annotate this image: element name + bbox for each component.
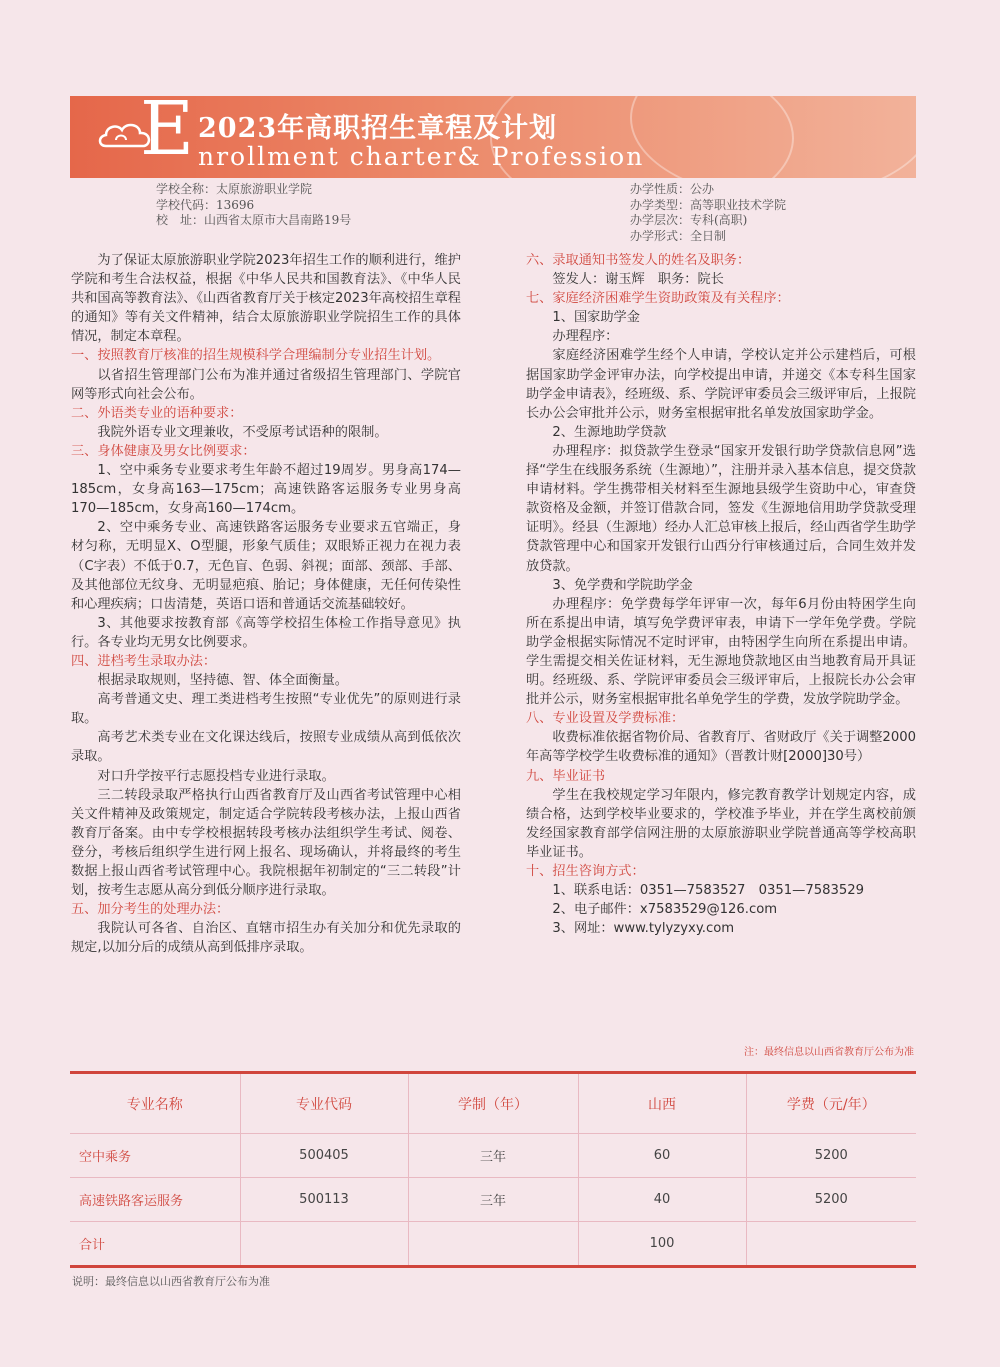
table-cell: 100 (578, 1222, 746, 1267)
info-line: 办学形式：全日制 (630, 228, 727, 243)
section-heading: 二、外语类专业的语种要求： (71, 405, 243, 421)
info-line: 学校代码：13696 (156, 197, 255, 212)
paragraph: 高考普通文史、理工类进档考生按照“专业优先”的原则进行录取。 (71, 692, 461, 727)
table-cell: 合计 (70, 1222, 240, 1267)
paragraph: 学生在我校规定学习年限内，修完教育教学计划规定内容，成绩合格，达到学校毕业要求的，学校准予毕业，并在学生离校前颁发经国家教育部学信网注册的太原旅游职业学院普通高等学校高职毕业证书。 (526, 787, 916, 860)
paragraph: 办理程序：拟贷款学生登录“国家开发银行助学贷款信息网”选择“学生在线服务系统（生源地）”，注册并录入基本信息，提交贷款申请材料。学生携带相关材料至生源地县级学生资助中心，审查贷款资格及金额，并签订借款合同，签发《生源地信用助学贷款受理证明》。经县（生源地）经办人汇总审核上报后，经山西省学生助学贷款管理中心和国家开发银行山西分行审核通过后，合同生效并发放贷款。 (526, 443, 916, 574)
school-info-left (156, 182, 351, 229)
paragraph: 以省招生管理部门公布为准并通过省级招生管理部门、学院官网等形式向社会公布。 (71, 367, 461, 402)
table-cell: 三年 (408, 1134, 578, 1178)
section-heading: 四、进档考生录取办法： (71, 653, 217, 669)
paragraph: 家庭经济困难学生经个人申请，学校认定并公示建档后，可根据国家助学金评审办法，向学校提出申请，并递交《本专科生国家助学金申请表》，经班级、系、学院评审委员会三级评审后，上报院长办公会审批并公示，财务室根据审批名单发放国家助学金。 (526, 348, 916, 421)
table-header-cell: 山西 (578, 1073, 746, 1134)
school-info-right (630, 182, 786, 244)
right-text-column (526, 251, 916, 938)
table-cell (408, 1222, 578, 1267)
paragraph: 对口升学按平行志愿投档专业进行录取。 (97, 768, 335, 784)
paragraph: 根据录取规则，坚持德、智、体全面衡量。 (97, 673, 348, 689)
table-cell: 空中乘务 (70, 1134, 240, 1178)
banner-title: 2023年高职招生章程及计划 (198, 113, 558, 144)
paragraph: 我院认可各省、自治区、直辖市招生办有关加分和优先录取的规定,以加分后的成绩从高到低排序录取。 (71, 921, 461, 956)
table-header-cell: 学费（元/年） (746, 1073, 916, 1134)
section-heading: 一、按照教育厅核准的招生规模科学合理编制分专业招生计划。 (71, 348, 441, 364)
paragraph: 签发人：谢玉辉 职务：院长 (552, 272, 724, 288)
enrollment-plan-table (70, 1071, 916, 1268)
section-heading: 九、毕业证书 (526, 768, 606, 784)
section-heading: 七、家庭经济困难学生资助政策及有关程序： (526, 291, 790, 307)
table-header-cell: 专业名称 (70, 1073, 240, 1134)
table-header-cell: 专业代码 (240, 1073, 408, 1134)
table-cell: 500113 (240, 1178, 408, 1222)
paragraph: 我院外语专业文理兼收，不受原考试语种的限制。 (97, 424, 388, 440)
paragraph: 2、生源地助学贷款 (552, 424, 667, 440)
banner-swirl (630, 96, 916, 178)
paragraph: 1、空中乘务专业要求考生年龄不超过19周岁。男身高174—185cm，女身高163—175cm；高速铁路客运服务专业男身高170—185cm，女身高160—174cm。 (71, 463, 461, 517)
table-row (70, 1178, 916, 1222)
banner-subtitle: nrollment charter& Profession (198, 142, 645, 171)
paragraph: 3、其他要求按教育部《高等学校招生体检工作指导意见》执行。各专业均无男女比例要求。 (71, 615, 461, 650)
info-line: 办学性质：公办 (630, 182, 715, 196)
table-cell: 60 (578, 1134, 746, 1178)
table-cell: 40 (578, 1178, 746, 1222)
footer-note: 说明：最终信息以山西省教育厅公布为准 (72, 1275, 270, 1288)
info-line: 办学类型：高等职业技术学院 (630, 197, 787, 212)
table-row (70, 1134, 916, 1178)
table-cell: 500405 (240, 1134, 408, 1178)
banner-big-letter: E (140, 96, 195, 172)
paragraph: 2、电子邮件：x7583529@126.com (552, 902, 778, 918)
table-cell: 5200 (746, 1178, 916, 1222)
table-header-cell: 学制（年） (408, 1073, 578, 1134)
table-cell (240, 1222, 408, 1267)
paragraph: 3、免学费和学院助学金 (552, 577, 693, 593)
table-row (70, 1222, 916, 1267)
paragraph: 2、空中乘务专业、高速铁路客运服务专业要求五官端正，身材匀称，无明显X、O型腿，形象气质佳；双眼矫正视力在视力表（C字表）不低于0.7，无色盲、色弱、斜视；面部、颈部、手部、及其他部位无纹身、无明显疤痕、胎记；身体健康，无任何传染性和心理疾病；口齿清楚，英语口语和普通话交流基础较好。 (71, 520, 461, 612)
section-heading: 八、专业设置及学费标准： (526, 711, 685, 727)
paragraph: 三二转段录取严格执行山西省教育厅及山西省考试管理中心相关文件精神及政策规定，制定适合学院转段考核办法，上报山西省教育厅备案。由中专学校根据转段考核办法组织学生考试、阅卷、登分，考核后组织学生进行网上报名、现场确认，并将最终的考生数据上报山西省考试管理中心。我院根据年初制定的“三二转段”计划，按考生志愿从高分到低分顺序进行录取。 (71, 787, 461, 899)
table-note: 注：最终信息以山西省教育厅公布为准 (744, 1047, 914, 1058)
left-text-column (71, 251, 461, 957)
paragraph: 收费标准依据省物价局、省教育厅、省财政厅《关于调整2000年高等学校学生收费标准的通知》（晋教计财[2000]30号） (526, 730, 916, 765)
table-cell: 5200 (746, 1134, 916, 1178)
header-banner (70, 96, 916, 178)
paragraph: 3、网址：www.tylyzyxy.com (552, 921, 735, 937)
info-line: 校 址：山西省太原市大昌南路19号 (156, 213, 352, 227)
section-heading: 五、加分考生的处理办法： (71, 902, 230, 918)
paragraph: 办理程序：免学费每学年评审一次，每年6月份由特困学生向所在系提出申请，填写免学费评审表，申请下一学年免学费。学院助学金根据实际情况不定时评审，由特困学生向所在系提出申请。学生需提交相关佐证材料，无生源地贷款地区由当地教育局开具证明。经班级、系、学院评审委员会三级评审后，上报院长办公会审批并公示，财务室根据审批名单免学生的学费，发放学院助学金。 (526, 596, 916, 708)
info-line: 办学层次：专科(高职) (630, 213, 748, 227)
table-cell: 高速铁路客运服务 (70, 1178, 240, 1222)
section-heading: 三、身体健康及男女比例要求： (71, 443, 256, 459)
section-heading: 六、录取通知书签发人的姓名及职务： (526, 253, 751, 268)
paragraph: 办理程序： (552, 329, 619, 345)
paragraph: 为了保证太原旅游职业学院2023年招生工作的顺利进行，维护学院和考生合法权益，根据《中华人民共和国教育法》、《中华人民共和国高等教育法》、《山西省教育厅关于核定2023年高校招生章程的通知》等有关文件精神，结合太原旅游职业学院招生工作的具体情况，制定本章程。 (71, 253, 461, 345)
paragraph: 高考艺术类专业在文化课达线后，按照专业成绩从高到低依次录取。 (71, 730, 461, 765)
table-header-row (70, 1073, 916, 1134)
table-cell (746, 1222, 916, 1267)
table-cell: 三年 (408, 1178, 578, 1222)
section-heading: 十、招生咨询方式： (526, 864, 645, 879)
info-line: 学校全称：太原旅游职业学院 (156, 182, 313, 196)
paragraph: 1、国家助学金 (552, 310, 640, 326)
paragraph: 1、联系电话：0351—7583527 0351—7583529 (552, 883, 865, 899)
